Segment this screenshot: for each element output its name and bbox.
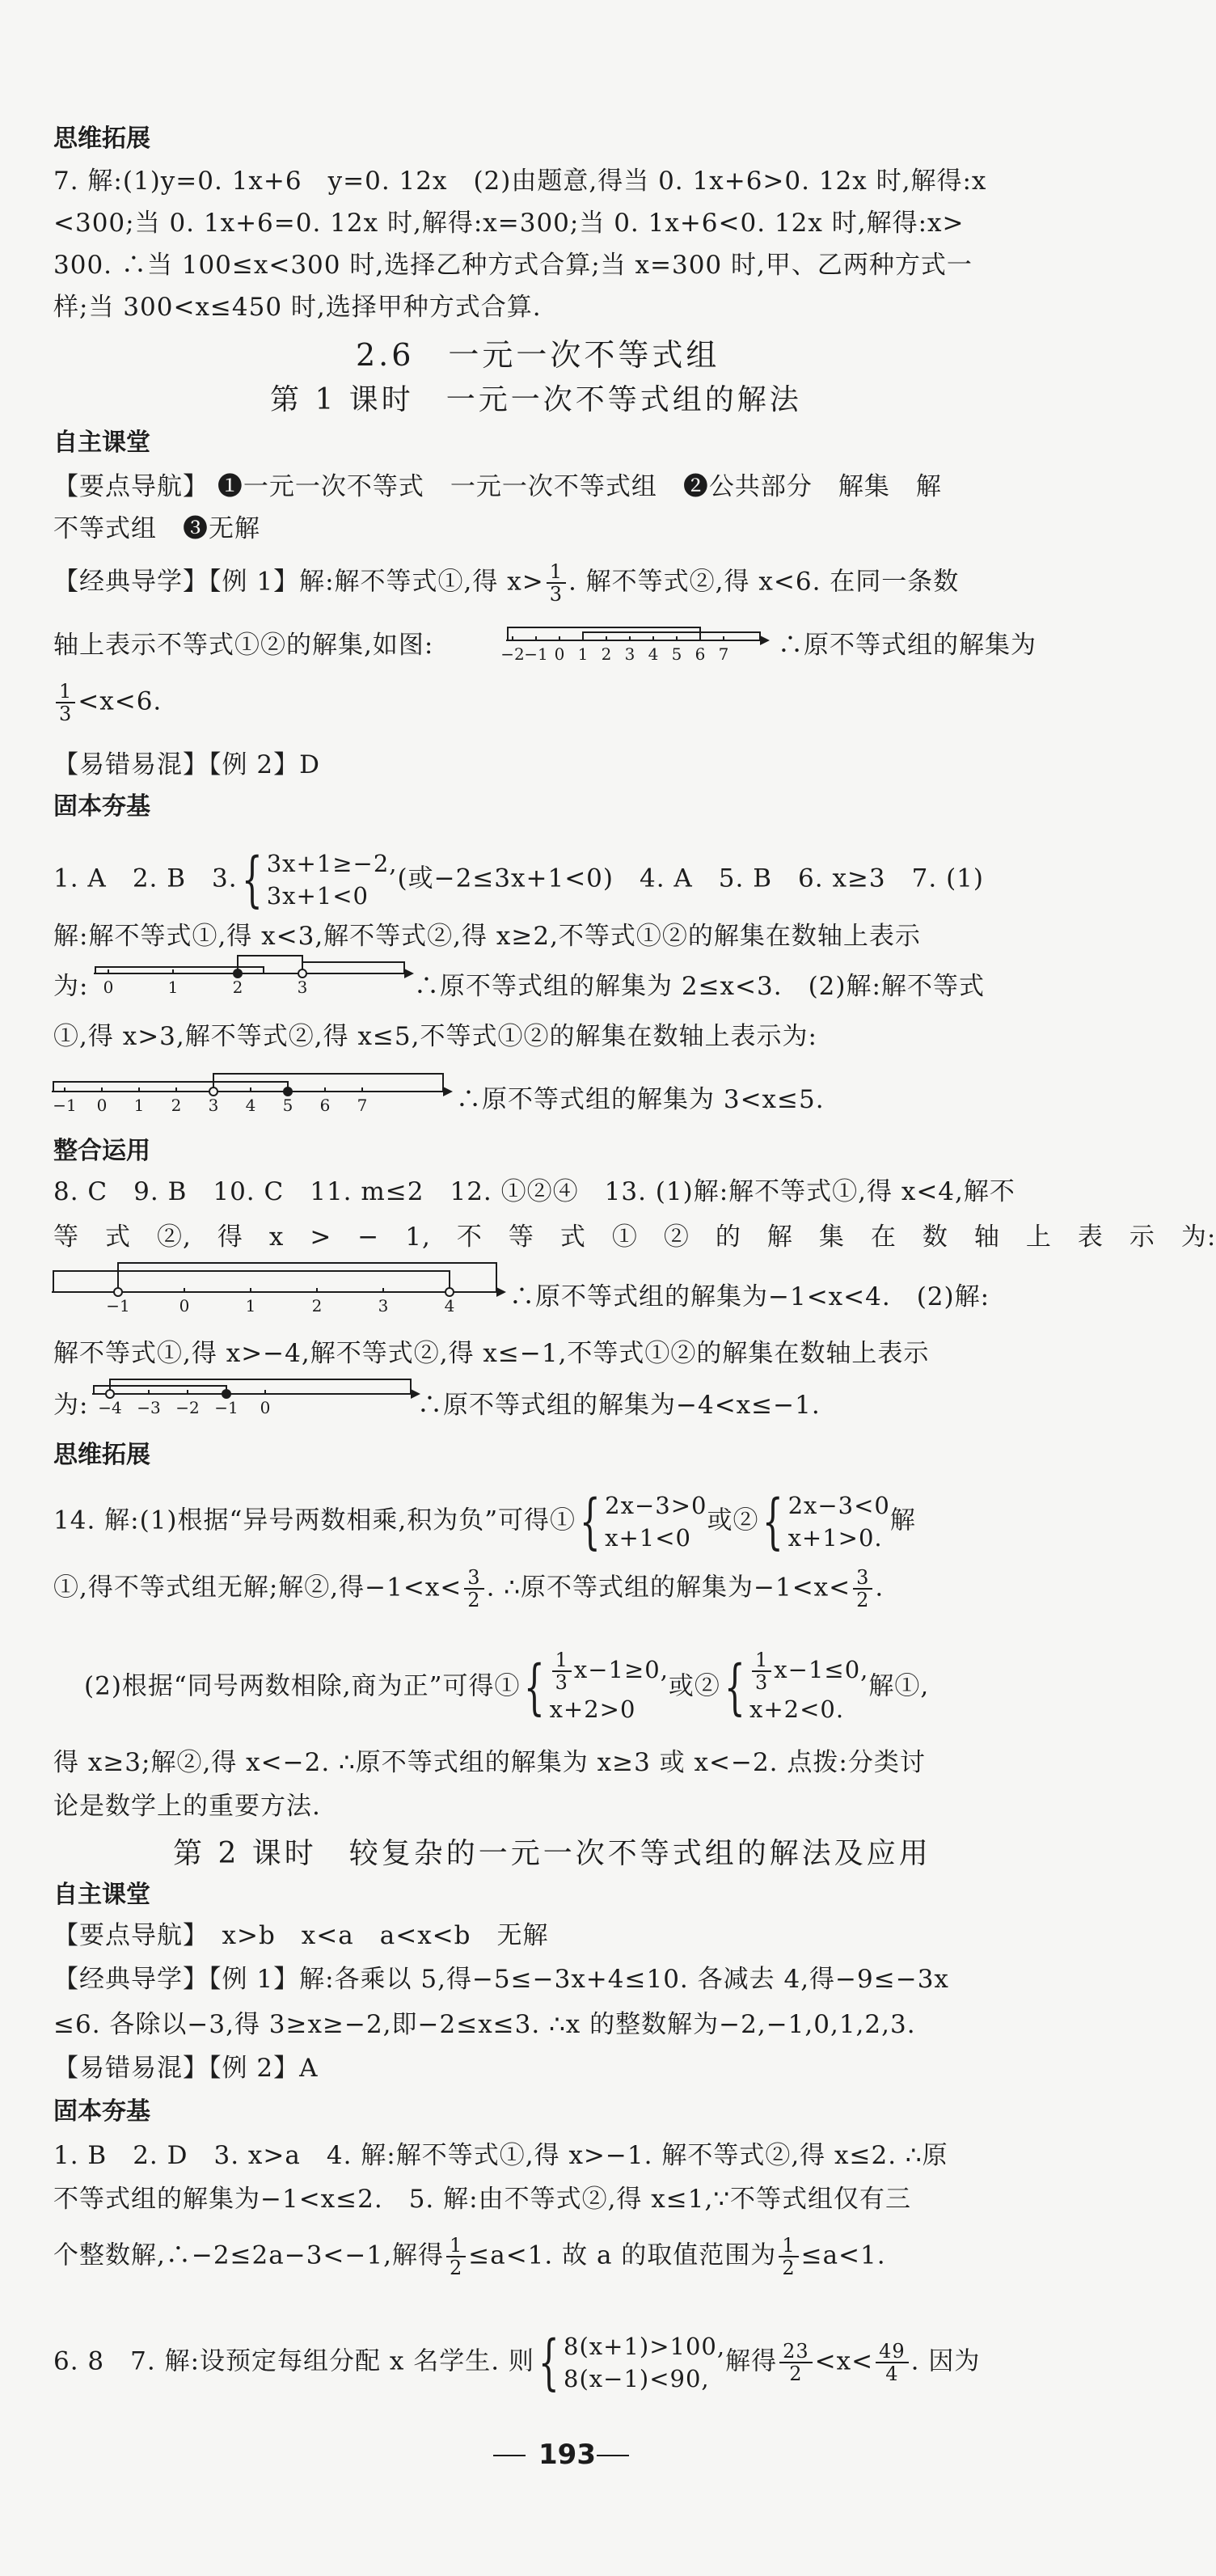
page-number-dash-left <box>493 2455 526 2456</box>
integrate-line-5-post: ∴原不等式组的解集为−4<x≤−1. <box>417 1391 821 1420</box>
basics-line-3-pre: 为: <box>53 972 89 1001</box>
tick-label: 6 <box>695 644 706 664</box>
axis-arrow <box>496 1287 506 1297</box>
answer-7-line-2: <300;当 0. 1x+6=0. 12x 时,解得:x=300;当 0. 1x+6<0. 12x 时,解得:x> <box>53 209 965 238</box>
tick-label: 3 <box>378 1296 389 1315</box>
solution-bracket <box>583 632 760 640</box>
section-header-basics-2: 固本夯基 <box>53 2097 150 2126</box>
tick-label: 0 <box>103 978 114 997</box>
tick-label: −2 <box>175 1398 200 1417</box>
tick-label: 5 <box>671 644 682 664</box>
answer-14-line-3: (2)根据“同号两数相除,商为正”可得①{ $\frac{1}{3}$ x−1≥0, x+2>0 或②{ $\frac{1}{3}$ x−1≤0, x+2<0. 解①, <box>84 1649 930 1723</box>
open-point <box>114 1288 122 1296</box>
basics-line-1: 1. A 2. B 3.{ 3x+1≥−2, 3x+1<0 (或−2≤3x+1<0) 4. A 5. B 6. x≥3 7. (1) <box>53 845 984 914</box>
answer-14-line-1: 14. 解:(1)根据“异号两数相乘,积为负”可得①{ 2x−3>0 x+1<0 或②{ 2x−3<0 x+1>0. 解 <box>53 1487 916 1556</box>
tick-label: 6 <box>319 1096 331 1115</box>
integrate-line-4: 解不等式①,得 x>−4,解不等式②,得 x≤−1,不等式①②的解集在数轴上表示 <box>53 1339 930 1368</box>
tick-label: 0 <box>260 1398 271 1417</box>
answer-14-line-5: 论是数学上的重要方法. <box>53 1792 321 1821</box>
tick-label: 2 <box>171 1096 182 1115</box>
basics2-line-2: 不等式组的解集为−1<x≤2. 5. 解:由不等式②,得 x≤1,∵不等式组仅有三 <box>53 2185 912 2214</box>
tick-label: 4 <box>648 644 659 664</box>
section-header-self-class: 自主课堂 <box>53 429 150 457</box>
tick-label: 4 <box>245 1096 256 1115</box>
tick-label: −1 <box>214 1398 239 1417</box>
tick-label: 2 <box>601 644 612 664</box>
tick-label: 4 <box>444 1296 455 1315</box>
tick-label: 0 <box>179 1296 190 1315</box>
tick-label: −1 <box>106 1296 130 1315</box>
solution-bracket <box>118 1263 496 1292</box>
tick-label: 1 <box>133 1096 145 1115</box>
basics-line-4: ①,得 x>3,解不等式②,得 x≤5,不等式①②的解集在数轴上表示为: <box>53 1022 817 1051</box>
tick-label: 1 <box>245 1296 256 1315</box>
axis-arrow <box>443 1087 453 1096</box>
tick-label: 0 <box>96 1096 108 1115</box>
axis-arrow <box>404 969 414 978</box>
answer-14-line-4: 得 x≥3;解②,得 x<−2. ∴原不等式组的解集为 x≥3 或 x<−2. 点拨:分类讨 <box>53 1748 926 1777</box>
section-header-thinking-2: 思维拓展 <box>53 1441 150 1469</box>
number-line-q7-1 <box>92 951 416 1004</box>
lesson-1-title: 第 1 课时 一元一次不等式组的解法 <box>270 383 802 416</box>
section-header-integrate: 整合运用 <box>53 1137 150 1165</box>
page-number-dash-right <box>597 2455 629 2456</box>
solution-bracket <box>302 962 404 973</box>
section-header-thinking: 思维拓展 <box>53 125 150 153</box>
integrate-line-3-post: ∴原不等式组的解集为−1<x<4. (2)解: <box>509 1282 990 1311</box>
number-line-example-1 <box>500 616 771 666</box>
example-1-line-1: 【经典导学】【例 1】解:解不等式①,得 x> $\frac{1}{3}$ . 解不等式②,得 x<6. 在同一条数 <box>53 560 960 606</box>
fraction-one-third-2: $\frac{1}{3}$ <box>56 681 75 724</box>
basics2-line-3: 个整数解,∴−2≤2a−3<−1,解得 $\frac{1}{2}$ ≤a<1. 故 a 的取值范围为 $\frac{1}{2}$ ≤a<1. <box>53 2234 886 2279</box>
fraction-one-third: $\frac{1}{3}$ <box>547 561 566 605</box>
example-1b-line-1: 【经典导学】【例 1】解:各乘以 5,得−5≤−3x+4≤10. 各减去 4,得−9≤−3x <box>53 1965 949 1994</box>
tick-label: −1 <box>524 644 548 664</box>
tick-label: 3 <box>624 644 635 664</box>
tick-label: −2 <box>500 644 525 664</box>
solution-bracket <box>53 1082 288 1092</box>
closed-point <box>222 1390 230 1398</box>
integrate-line-2: 等 式 ②, 得 x > − 1, 不 等 式 ① ② 的 解 集 在 数 轴 上 表 示 为: <box>53 1223 1216 1252</box>
basics-line-3-post: ∴原不等式组的解集为 2≤x<3. (2)解:解不等式 <box>414 972 985 1001</box>
section-title: 2.6 一元一次不等式组 <box>356 337 720 373</box>
answer-7-line-3: 300. ∴当 100≤x<300 时,选择乙种方式合算;当 x=300 时,甲、乙两种方式一 <box>53 251 973 280</box>
number-line-q7-2 <box>50 1066 454 1121</box>
example-1-line-2-pre: 轴上表示不等式①②的解集,如图: <box>53 631 434 660</box>
lesson-2-title: 第 2 课时 较复杂的一元一次不等式组的解法及应用 <box>173 1837 931 1870</box>
answer-7-line-1: 7. 解:(1)y=0. 1x+6 y=0. 12x (2)由题意,得当 0. 1x+6>0. 12x 时,解得:x <box>53 167 987 196</box>
key-points-line-2: 不等式组 ❸无解 <box>53 514 260 543</box>
tick-label: 1 <box>577 644 589 664</box>
tick-label: −4 <box>98 1398 122 1417</box>
tick-label: −3 <box>137 1398 161 1417</box>
tick-label: 3 <box>297 978 308 997</box>
tick-label: 7 <box>718 644 729 664</box>
integrate-line-5-pre: 为: <box>53 1391 89 1420</box>
axis-arrow <box>760 636 770 645</box>
number-line-q13-1 <box>50 1252 508 1323</box>
closed-point <box>284 1087 292 1096</box>
example-1-line-2-post: ∴原不等式组的解集为 <box>778 631 1037 660</box>
answer-7-line-4: 样;当 300<x≤450 时,选择甲种方式合算. <box>53 293 542 322</box>
basics-line-5-post: ∴原不等式组的解集为 3<x≤5. <box>456 1085 825 1114</box>
integrate-line-1: 8. C 9. B 10. C 11. m≤2 12. ①②④ 13. (1)解:解不等式①,得 x<4,解不 <box>53 1177 1015 1206</box>
basics2-line-4: 6. 8 7. 解:设预定每组分配 x 名学生. 则{ 8(x+1)>100, 8(x−1)<90, 解得 $\frac{23}{2}$ <x< $\frac{49}{4}$ . 因为 <box>53 2328 981 2397</box>
answer-14-line-2: ①,得不等式组无解;解②,得−1<x< $\frac{3}{2}$ . ∴原不等式组的解集为−1<x< $\frac{3}{2}$ . <box>53 1566 885 1611</box>
tick-label: 0 <box>554 644 565 664</box>
closed-point <box>234 969 242 978</box>
tick-label: 2 <box>232 978 243 997</box>
common-mistakes-2: 【易错易混】【例 2】A <box>53 2054 319 2083</box>
section-header-basics: 固本夯基 <box>53 792 150 821</box>
tick-label: 1 <box>167 978 179 997</box>
page-number: 193 <box>538 2439 596 2471</box>
section-header-self-class-2: 自主课堂 <box>53 1881 150 1909</box>
tick-label: −1 <box>53 1096 77 1115</box>
common-mistakes-1: 【易错易混】【例 2】D <box>53 750 320 779</box>
number-line-q13-2 <box>91 1368 422 1425</box>
open-point <box>298 969 306 978</box>
tick-label: 7 <box>357 1096 368 1115</box>
key-points-line-1: 【要点导航】 ❶一元一次不等式 一元一次不等式组 ❷公共部分 解集 解 <box>53 472 942 501</box>
example-1b-line-2: ≤6. 各除以−3,得 3≥x≥−2,即−2≤x≤3. ∴x 的整数解为−2,−1,0,1,2,3. <box>53 2010 916 2039</box>
open-point <box>209 1087 217 1096</box>
open-point <box>106 1390 114 1398</box>
key-points-2: 【要点导航】 x>b x<a a<x<b 无解 <box>53 1921 549 1950</box>
tick-label: 5 <box>282 1096 293 1115</box>
solution-bracket <box>238 956 302 973</box>
basics2-line-1: 1. B 2. D 3. x>a 4. 解:解不等式①,得 x>−1. 解不等式②,得 x≤2. ∴原 <box>53 2141 948 2170</box>
tick-label: 3 <box>208 1096 219 1115</box>
basics-line-2: 解:解不等式①,得 x<3,解不等式②,得 x≥2,不等式①②的解集在数轴上表示 <box>53 922 921 951</box>
example-1-line-3: $\frac{1}{3}$ <x<6. <box>53 681 162 724</box>
tick-label: 2 <box>311 1296 323 1315</box>
open-point <box>445 1288 454 1296</box>
